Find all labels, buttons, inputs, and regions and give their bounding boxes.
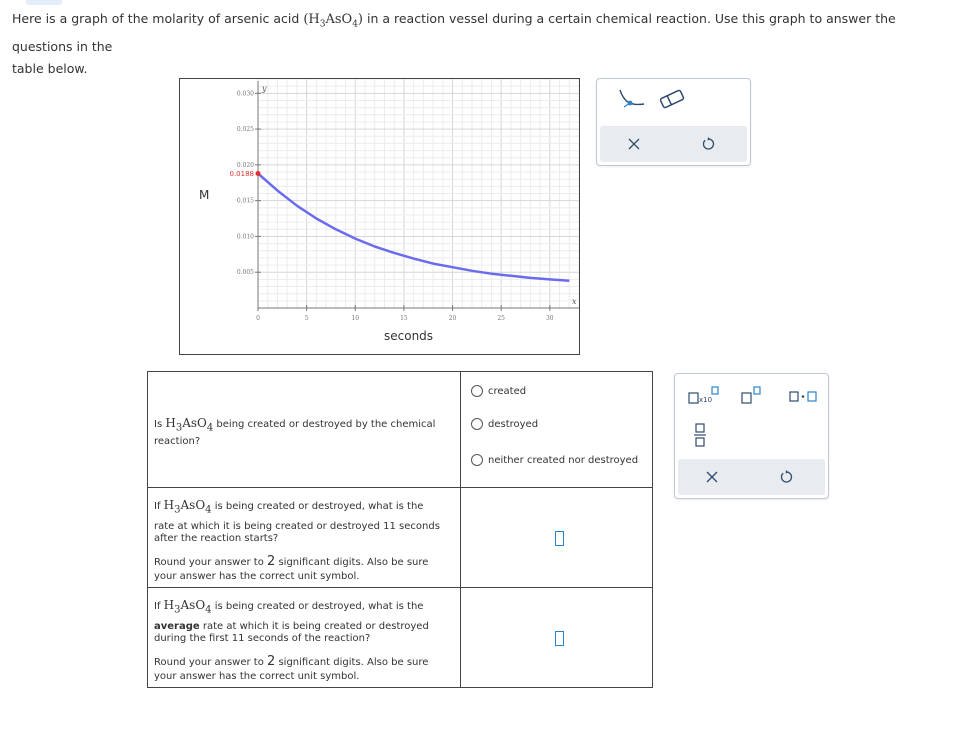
- x-tick-label: 30: [545, 315, 554, 322]
- scientific-notation-icon[interactable]: [687, 384, 723, 408]
- reset-icon[interactable]: [774, 467, 798, 487]
- radio-created[interactable]: [471, 385, 483, 397]
- radio-neither[interactable]: [471, 454, 483, 466]
- x-tick-label: 25: [497, 315, 506, 322]
- superscript-icon[interactable]: [739, 384, 765, 408]
- question-2-text: If $H_3AsO_4$ is being created or destroyed, what is the: [154, 498, 424, 516]
- reset-icon[interactable]: [696, 134, 720, 154]
- answer-toolbox: [674, 373, 829, 499]
- question-2-round: Round your answer to 2 significant digits. Also be sure your answer has the correct unit symbol.: [154, 554, 429, 583]
- option-created[interactable]: created: [471, 385, 526, 397]
- x-tick-label: 20: [448, 315, 457, 322]
- question-row-3: [148, 588, 653, 688]
- question-row-2: [148, 488, 653, 588]
- rate-answer-input[interactable]: [555, 531, 564, 546]
- top-tab-hint: [26, 0, 62, 5]
- y-axis-label: M: [199, 188, 210, 202]
- intro-line1-post: in a reaction vessel during a certain chemical reaction. Use this graph to answer the questions in the: [12, 11, 896, 54]
- y-tick-label: 0.020: [236, 161, 254, 169]
- answer-2-cell: [461, 488, 653, 588]
- svg-text:x10: x10: [699, 396, 713, 404]
- answer-1-cell: [461, 372, 653, 488]
- eraser-icon[interactable]: [655, 87, 689, 111]
- intro-line1-pre: Here is a graph of the molarity of arsenic acid: [12, 11, 304, 26]
- question-1-cell: [148, 372, 461, 488]
- multiply-dot-icon[interactable]: [787, 384, 819, 408]
- graph-grid: [258, 79, 579, 308]
- x-tick-label: 0: [256, 315, 260, 322]
- graph-panel: [179, 78, 580, 355]
- x-axis-label: seconds: [384, 329, 434, 343]
- answer-toolbox-bar: [678, 459, 825, 495]
- y-tick-label: 0.005: [236, 269, 254, 277]
- x-axis-letter: x: [572, 297, 577, 306]
- option-destroyed[interactable]: destroyed: [471, 418, 538, 430]
- curve-start-point: [256, 171, 261, 176]
- question-3-round: Round your answer to 2 significant digits. Also be sure your answer has the correct unit symbol.: [154, 654, 429, 683]
- question-row-1: [148, 372, 653, 488]
- question-2-text-cont: rate at which it is being created or destroyed 11 seconds after the reaction starts?: [154, 521, 440, 545]
- y-axis-letter: y: [262, 84, 267, 93]
- question-3-text: If $H_3AsO_4$ is being created or destroyed, what is the: [154, 598, 424, 616]
- molarity-graph[interactable]: [180, 79, 579, 354]
- y-tick-label: 0.010: [236, 233, 254, 241]
- answer-3-cell: [461, 588, 653, 688]
- question-table: [147, 371, 653, 688]
- graph-toolbox: [596, 78, 751, 166]
- fraction-icon[interactable]: [689, 420, 711, 450]
- intro-text: [12, 8, 942, 80]
- curve-tool-icon[interactable]: [615, 85, 649, 111]
- close-icon[interactable]: [622, 134, 646, 154]
- y-tick-label: 0.025: [236, 126, 254, 134]
- question-2-cell: [148, 488, 461, 588]
- close-icon[interactable]: [700, 467, 724, 487]
- x-tick-label: 5: [304, 315, 309, 322]
- average-rate-answer-input[interactable]: [555, 631, 564, 646]
- x-tick-label: 10: [351, 315, 360, 322]
- question-3-cell: [148, 588, 461, 688]
- graph-toolbox-bar: [600, 126, 747, 162]
- y-tick-label: 0.015: [236, 197, 254, 205]
- question-1-text: Is $H_3AsO_4$ being created or destroyed by the chemical reaction?: [154, 416, 436, 448]
- option-neither[interactable]: neither created nor destroyed: [471, 454, 638, 466]
- question-3-text-cont: average rate at which it is being created or destroyed during the first 11 seconds of the reaction?: [154, 621, 429, 645]
- highlight-tick-label: 0.0188: [229, 169, 254, 178]
- x-tick-label: 15: [400, 315, 408, 322]
- intro-line2: table below.: [12, 60, 88, 76]
- radio-destroyed[interactable]: [471, 418, 483, 430]
- y-tick-label: 0.030: [236, 90, 254, 98]
- intro-formula: $(H_3AsO_4)$: [303, 12, 363, 30]
